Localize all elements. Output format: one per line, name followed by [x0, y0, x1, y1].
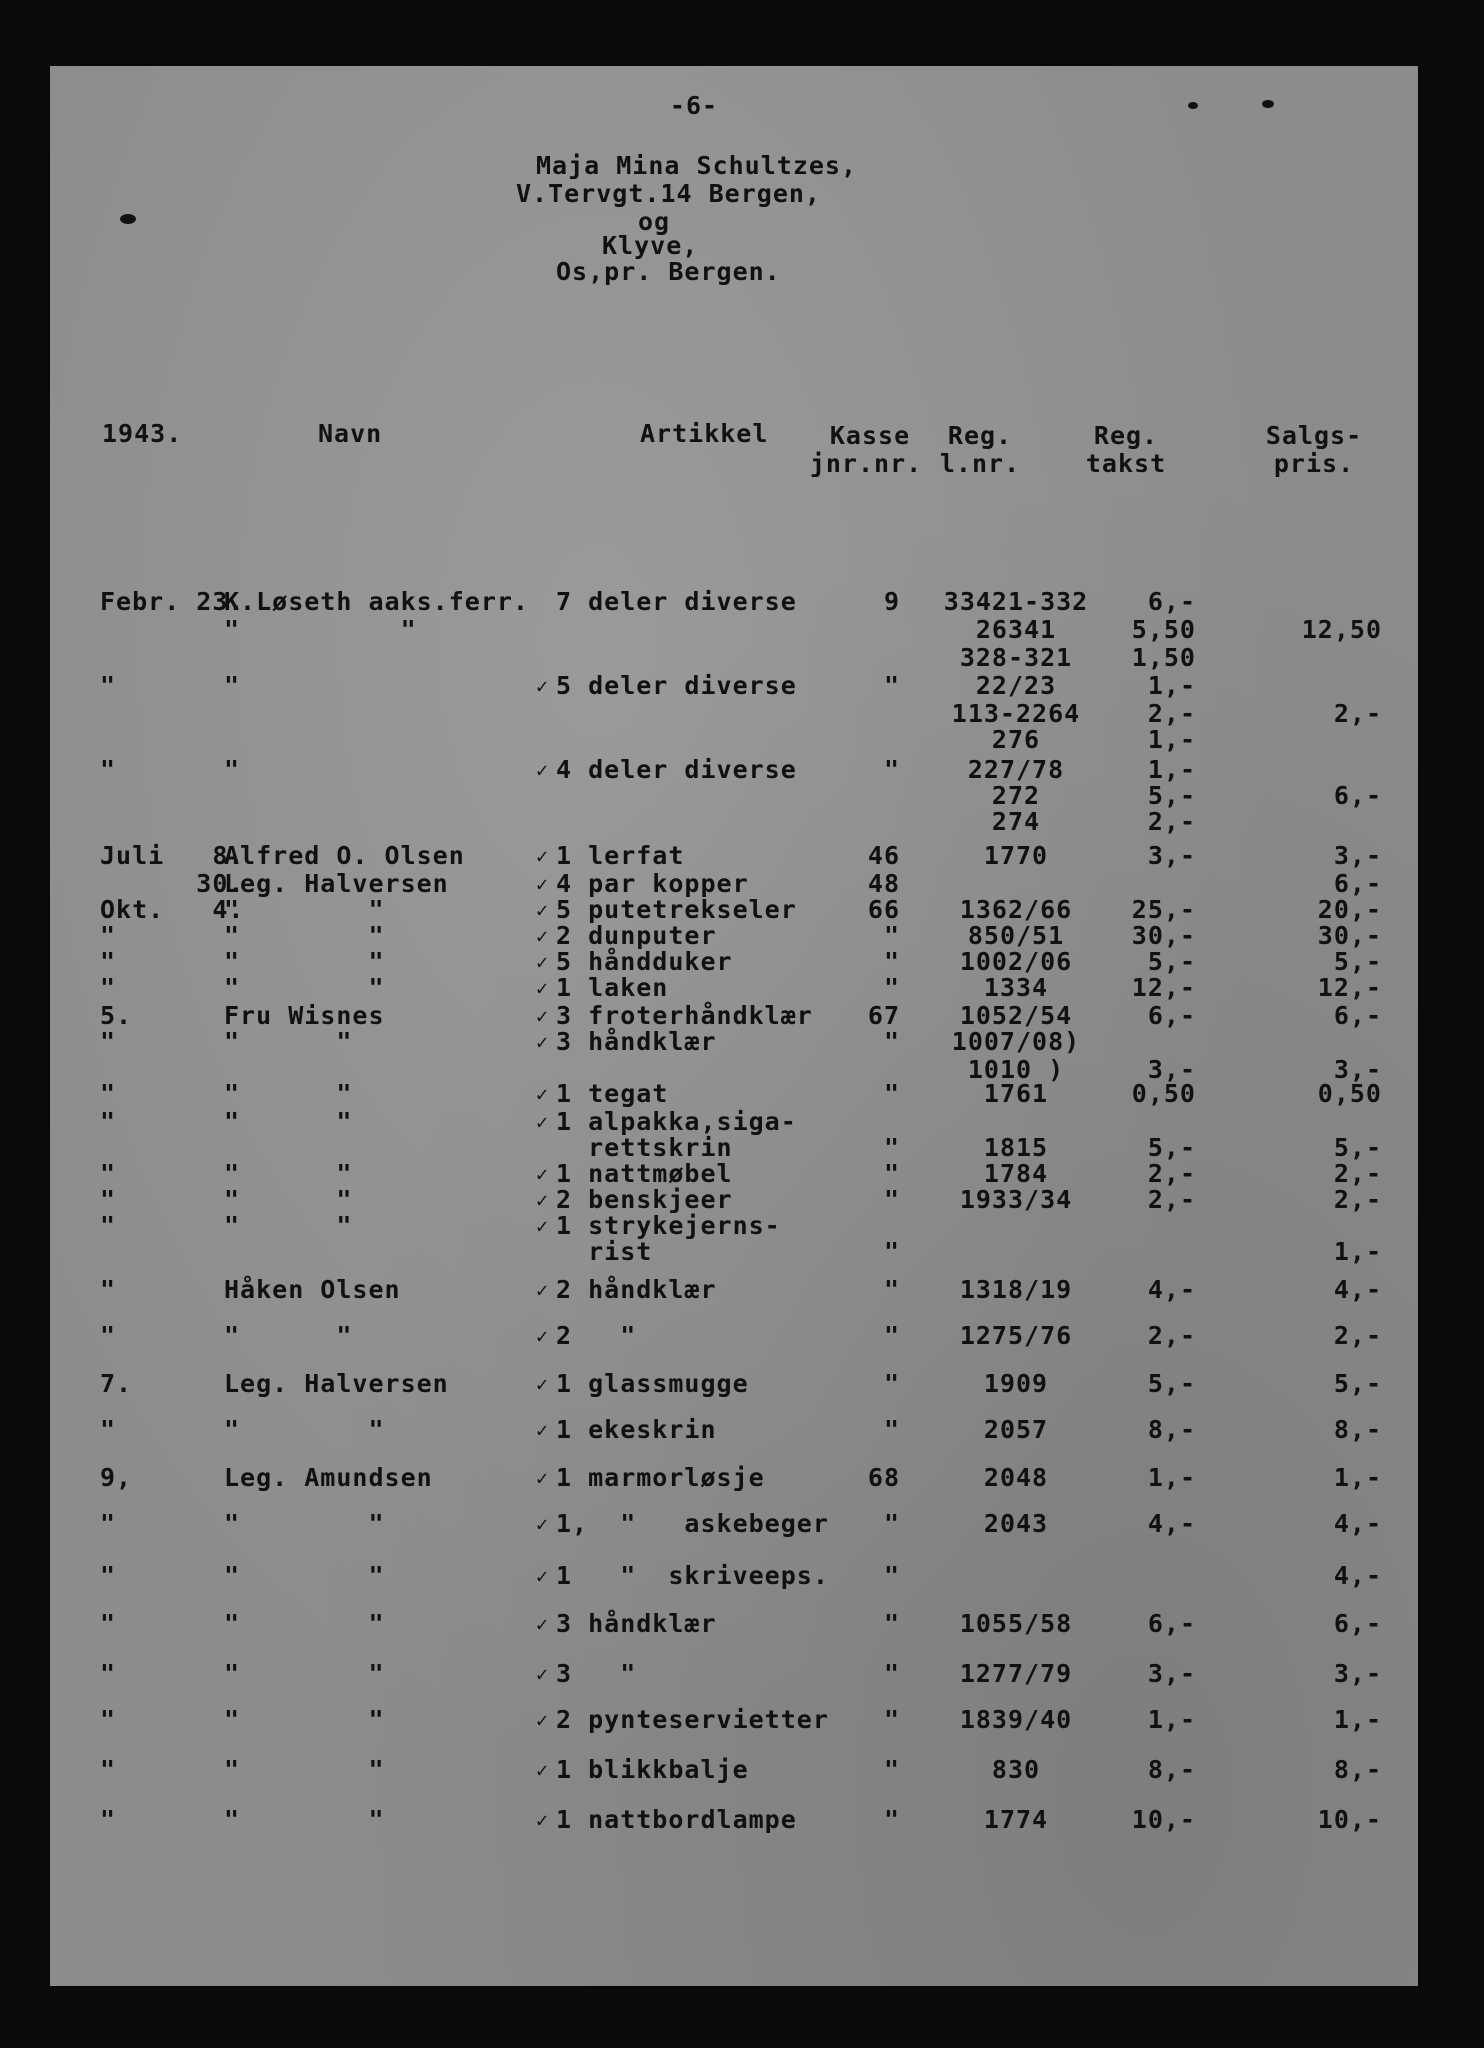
cell-kasse: 66 [867, 895, 900, 924]
checkmark-icon: ✓ [536, 1662, 549, 1686]
cell-article: 3 " [556, 1659, 637, 1688]
cell-salg: 5,- [1333, 1133, 1382, 1162]
cell-article: 2 dunputer [556, 921, 717, 950]
cell-kasse: " [883, 1159, 900, 1188]
cell-date: Juli 8. [100, 841, 245, 870]
cell-takst: 3,- [1147, 841, 1196, 870]
cell-reg: 1277/79 [959, 1659, 1073, 1688]
checkmark-icon: ✓ [536, 1188, 549, 1212]
address-line-3: og [638, 207, 671, 236]
cell-takst: 2,- [1147, 1159, 1196, 1188]
cell-takst: 5,- [1147, 1133, 1196, 1162]
address-line-4: Klyve, [602, 231, 699, 260]
cell-reg: 2043 [983, 1509, 1049, 1538]
cell-article: 4 par kopper [556, 869, 749, 898]
cell-takst: 1,- [1147, 1463, 1196, 1492]
cell-takst: 1,50 [1131, 643, 1196, 672]
cell-name: " " [224, 1509, 385, 1538]
cell-name: " " [224, 1415, 385, 1444]
cell-salg: 2,- [1333, 1159, 1382, 1188]
address-line-2: V.Tervgt.14 Bergen, [516, 179, 821, 208]
cell-salg: 30,- [1317, 921, 1382, 950]
cell-name: " " [224, 1805, 385, 1834]
cell-article: 3 håndklær [556, 1609, 717, 1638]
cell-kasse: 46 [867, 841, 900, 870]
cell-salg: 2,- [1333, 1185, 1382, 1214]
cell-salg: 12,50 [1301, 615, 1382, 644]
cell-date: " [100, 1107, 117, 1136]
checkmark-icon: ✓ [536, 844, 549, 868]
cell-date: " [100, 947, 117, 976]
cell-takst: 1,- [1147, 1705, 1196, 1734]
cell-reg: 1774 [983, 1805, 1049, 1834]
address-line-1: Maja Mina Schultzes, [536, 151, 858, 180]
cell-salg: 4,- [1333, 1561, 1382, 1590]
cell-name: " " [224, 615, 417, 644]
cell-name: Håken Olsen [224, 1275, 401, 1304]
checkmark-icon: ✓ [536, 1808, 549, 1832]
col-salg-1: Salgs- [1265, 421, 1363, 450]
cell-name: Leg. Halversen [224, 1369, 449, 1398]
cell-kasse: " [883, 1027, 900, 1056]
checkmark-icon: ✓ [536, 1214, 549, 1238]
cell-name: " " [224, 1211, 353, 1240]
ink-spot [1262, 100, 1274, 108]
checkmark-icon: ✓ [536, 1758, 549, 1782]
ink-spot [120, 214, 136, 224]
cell-salg: 3,- [1333, 1055, 1382, 1084]
cell-salg: 5,- [1333, 1369, 1382, 1398]
cell-date: " [100, 1755, 117, 1784]
cell-name: " " [224, 1027, 353, 1056]
cell-reg: 1362/66 [959, 895, 1073, 924]
cell-salg: 1,- [1333, 1237, 1382, 1266]
cell-salg: 3,- [1333, 1659, 1382, 1688]
cell-salg: 10,- [1317, 1805, 1382, 1834]
cell-salg: 2,- [1333, 1321, 1382, 1350]
cell-takst: 3,- [1147, 1659, 1196, 1688]
cell-article: rettskrin [556, 1133, 733, 1162]
cell-reg: 2048 [983, 1463, 1049, 1492]
cell-date: " [100, 1415, 117, 1444]
cell-article: 1, " askebeger [556, 1509, 829, 1538]
cell-date: " [100, 1185, 117, 1214]
cell-takst: 6,- [1147, 1609, 1196, 1638]
checkmark-icon: ✓ [536, 1418, 549, 1442]
col-salg-2: pris. [1273, 449, 1355, 478]
cell-kasse: " [883, 1275, 900, 1304]
cell-reg: 328-321 [959, 643, 1073, 672]
cell-name: " " [224, 1107, 353, 1136]
cell-kasse: " [883, 1509, 900, 1538]
cell-takst: 30,- [1131, 921, 1196, 950]
cell-takst: 0,50 [1131, 1079, 1196, 1108]
cell-reg: 1761 [983, 1079, 1049, 1108]
checkmark-icon: ✓ [536, 1162, 549, 1186]
ink-spot [1188, 102, 1198, 109]
cell-reg: 33421-332 [943, 587, 1089, 616]
cell-reg: 1334 [983, 973, 1049, 1002]
cell-date: 5. [100, 1001, 133, 1030]
cell-reg: 276 [991, 725, 1041, 754]
cell-salg: 0,50 [1317, 1079, 1382, 1108]
cell-name: " " [224, 1079, 353, 1108]
cell-date: " [100, 1027, 117, 1056]
address-line-5: Os,pr. Bergen. [556, 257, 781, 286]
cell-date: " [100, 1659, 117, 1688]
cell-date: " [100, 1609, 117, 1638]
checkmark-icon: ✓ [536, 898, 549, 922]
col-reg-l-2: l.nr. [939, 449, 1021, 478]
cell-article: 1 glassmugge [556, 1369, 749, 1398]
cell-kasse: " [883, 1079, 900, 1108]
cell-article: 1 nattbordlampe [556, 1805, 797, 1834]
cell-article: 1 alpakka,siga- [556, 1107, 797, 1136]
cell-name: " " [224, 973, 385, 1002]
checkmark-icon: ✓ [536, 950, 549, 974]
cell-takst: 10,- [1131, 1805, 1196, 1834]
cell-reg: 272 [991, 781, 1041, 810]
cell-article: 3 froterhåndklær [556, 1001, 813, 1030]
cell-takst: 2,- [1147, 1321, 1196, 1350]
cell-name: " " [224, 1185, 353, 1214]
cell-kasse: " [883, 1237, 900, 1266]
cell-salg: 3,- [1333, 841, 1382, 870]
cell-kasse: " [883, 1369, 900, 1398]
cell-reg: 2057 [983, 1415, 1049, 1444]
cell-reg: 1933/34 [959, 1185, 1073, 1214]
cell-takst: 2,- [1147, 699, 1196, 728]
cell-takst: 6,- [1147, 587, 1196, 616]
checkmark-icon: ✓ [536, 1278, 549, 1302]
cell-kasse: 9 [883, 587, 900, 616]
col-navn: Navn [318, 419, 383, 448]
cell-article: 3 håndklær [556, 1027, 717, 1056]
cell-name: " " [224, 1755, 385, 1784]
cell-name: Leg. Amundsen [224, 1463, 433, 1492]
cell-salg: 6,- [1333, 1001, 1382, 1030]
cell-reg: 1839/40 [959, 1705, 1073, 1734]
cell-date: " [100, 973, 117, 1002]
cell-name: " " [224, 1705, 385, 1734]
cell-kasse: " [883, 755, 900, 784]
cell-kasse: " [883, 1133, 900, 1162]
col-kasse-1: Kasse [829, 421, 911, 450]
cell-reg: 1815 [983, 1133, 1049, 1162]
cell-date: " [100, 1509, 117, 1538]
checkmark-icon: ✓ [536, 1372, 549, 1396]
cell-date: " [100, 1159, 117, 1188]
checkmark-icon: ✓ [536, 872, 549, 896]
checkmark-icon: ✓ [536, 1466, 549, 1490]
cell-salg: 5,- [1333, 947, 1382, 976]
cell-article: 1 ekeskrin [556, 1415, 717, 1444]
cell-takst: 12,- [1131, 973, 1196, 1002]
checkmark-icon: ✓ [536, 1110, 549, 1134]
cell-article: 1 " skriveeps. [556, 1561, 829, 1590]
checkmark-icon: ✓ [536, 1030, 549, 1054]
cell-name: " " [224, 921, 385, 950]
cell-date: Okt. 4. [100, 895, 245, 924]
cell-name: " " [224, 947, 385, 976]
cell-date: " [100, 671, 117, 700]
cell-reg: 274 [991, 807, 1041, 836]
checkmark-icon: ✓ [536, 1564, 549, 1588]
cell-reg: 850/51 [967, 921, 1065, 950]
cell-kasse: " [883, 1705, 900, 1734]
cell-takst: 25,- [1131, 895, 1196, 924]
col-kasse-2: jnr.nr. [809, 449, 923, 478]
checkmark-icon: ✓ [536, 1004, 549, 1028]
cell-article: 5 håndduker [556, 947, 733, 976]
checkmark-icon: ✓ [536, 1612, 549, 1636]
col-reg-l-1: Reg. [947, 421, 1013, 450]
cell-date: " [100, 921, 117, 950]
cell-article: 1 marmorløsje [556, 1463, 765, 1492]
cell-takst: 1,- [1147, 725, 1196, 754]
cell-takst: 4,- [1147, 1275, 1196, 1304]
cell-date: 30. [100, 869, 245, 898]
cell-salg: 2,- [1333, 699, 1382, 728]
cell-reg: 22/23 [975, 671, 1057, 700]
cell-kasse: " [883, 1805, 900, 1834]
cell-kasse: " [883, 947, 900, 976]
cell-salg: 8,- [1333, 1755, 1382, 1784]
cell-salg: 8,- [1333, 1415, 1382, 1444]
cell-article: 1 tegat [556, 1079, 669, 1108]
cell-article: rist [556, 1237, 653, 1266]
cell-salg: 6,- [1333, 1609, 1382, 1638]
cell-article: 5 deler diverse [556, 671, 797, 700]
cell-date: 9, [100, 1463, 133, 1492]
cell-name: Leg. Halversen [224, 869, 449, 898]
cell-name: Alfred O. Olsen [224, 841, 465, 870]
cell-reg: 1007/08) [951, 1027, 1081, 1056]
cell-reg: 1275/76 [959, 1321, 1073, 1350]
cell-date: " [100, 1561, 117, 1590]
cell-kasse: " [883, 1321, 900, 1350]
cell-takst: 5,- [1147, 781, 1196, 810]
cell-date: 7. [100, 1369, 133, 1398]
cell-name: " " [224, 1609, 385, 1638]
cell-kasse: " [883, 1415, 900, 1444]
document-page [50, 66, 1418, 1986]
cell-date: " [100, 1079, 117, 1108]
cell-takst: 8,- [1147, 1415, 1196, 1444]
cell-reg: 1052/54 [959, 1001, 1073, 1030]
checkmark-icon: ✓ [536, 1512, 549, 1536]
cell-takst: 2,- [1147, 807, 1196, 836]
cell-date: " [100, 1275, 117, 1304]
cell-reg: 1784 [983, 1159, 1049, 1188]
cell-name: " [224, 755, 241, 784]
cell-kasse: 67 [867, 1001, 900, 1030]
cell-kasse: 68 [867, 1463, 900, 1492]
cell-salg: 6,- [1333, 781, 1382, 810]
cell-kasse: " [883, 921, 900, 950]
col-reg-t-2: takst [1085, 449, 1167, 478]
cell-article: 1 lerfat [556, 841, 685, 870]
cell-takst: 2,- [1147, 1185, 1196, 1214]
cell-takst: 5,- [1147, 1369, 1196, 1398]
cell-article: 1 laken [556, 973, 669, 1002]
col-artikkel: Artikkel [640, 419, 769, 448]
cell-kasse: " [883, 1185, 900, 1214]
cell-salg: 6,- [1333, 869, 1382, 898]
cell-name: " " [224, 1659, 385, 1688]
cell-reg: 1010 ) [967, 1055, 1065, 1084]
cell-name: " " [224, 1321, 353, 1350]
cell-takst: 1,- [1147, 671, 1196, 700]
cell-name: " " [224, 1561, 385, 1590]
cell-name: " " [224, 1159, 353, 1188]
cell-kasse: " [883, 1659, 900, 1688]
cell-date: " [100, 1321, 117, 1350]
cell-date: " [100, 1211, 117, 1240]
checkmark-icon: ✓ [536, 674, 549, 698]
cell-reg: 1909 [983, 1369, 1049, 1398]
cell-name: " [224, 671, 241, 700]
col-year: 1943. [102, 419, 183, 448]
cell-reg: 1002/06 [959, 947, 1073, 976]
cell-kasse: " [883, 1755, 900, 1784]
cell-salg: 4,- [1333, 1509, 1382, 1538]
cell-reg: 1055/58 [959, 1609, 1073, 1638]
cell-kasse: " [883, 973, 900, 1002]
cell-takst: 1,- [1147, 755, 1196, 784]
cell-kasse: " [883, 1561, 900, 1590]
cell-article: 1 nattmøbel [556, 1159, 733, 1188]
cell-reg: 227/78 [967, 755, 1065, 784]
cell-article: 2 " [556, 1321, 637, 1350]
cell-salg: 1,- [1333, 1705, 1382, 1734]
cell-date: Febr. 23. [100, 587, 245, 616]
cell-takst: 6,- [1147, 1001, 1196, 1030]
cell-kasse: " [883, 671, 900, 700]
cell-article: 2 håndklær [556, 1275, 717, 1304]
cell-article: 1 strykejerns- [556, 1211, 781, 1240]
cell-name: " " [224, 895, 385, 924]
cell-article: 2 benskjeer [556, 1185, 733, 1214]
cell-article: 2 pynteservietter [556, 1705, 829, 1734]
cell-takst: 3,- [1147, 1055, 1196, 1084]
cell-reg: 1770 [983, 841, 1049, 870]
cell-salg: 4,- [1333, 1275, 1382, 1304]
cell-salg: 12,- [1317, 973, 1382, 1002]
cell-article: 1 blikkbalje [556, 1755, 749, 1784]
cell-date: " [100, 1805, 117, 1834]
cell-kasse: 48 [867, 869, 900, 898]
cell-reg: 113-2264 [951, 699, 1081, 728]
page-number: -6- [669, 91, 719, 120]
cell-name: Fru Wisnes [224, 1001, 385, 1030]
cell-kasse: " [883, 1609, 900, 1638]
col-reg-t-1: Reg. [1093, 421, 1159, 450]
checkmark-icon: ✓ [536, 1324, 549, 1348]
checkmark-icon: ✓ [536, 976, 549, 1000]
cell-reg: 26341 [975, 615, 1057, 644]
cell-reg: 1318/19 [959, 1275, 1073, 1304]
cell-salg: 20,- [1317, 895, 1382, 924]
cell-date: " [100, 755, 117, 784]
cell-article: 5 putetrekseler [556, 895, 797, 924]
cell-takst: 5,- [1147, 947, 1196, 976]
checkmark-icon: ✓ [536, 924, 549, 948]
cell-takst: 8,- [1147, 1755, 1196, 1784]
cell-article: 7 deler diverse [556, 587, 797, 616]
checkmark-icon: ✓ [536, 1082, 549, 1106]
cell-salg: 1,- [1333, 1463, 1382, 1492]
cell-name: K.Løseth aaks.ferr. [224, 587, 529, 616]
cell-article: 4 deler diverse [556, 755, 797, 784]
cell-reg: 830 [991, 1755, 1041, 1784]
checkmark-icon: ✓ [536, 1708, 549, 1732]
cell-takst: 5,50 [1131, 615, 1196, 644]
cell-takst: 4,- [1147, 1509, 1196, 1538]
cell-date: " [100, 1705, 117, 1734]
checkmark-icon: ✓ [536, 758, 549, 782]
